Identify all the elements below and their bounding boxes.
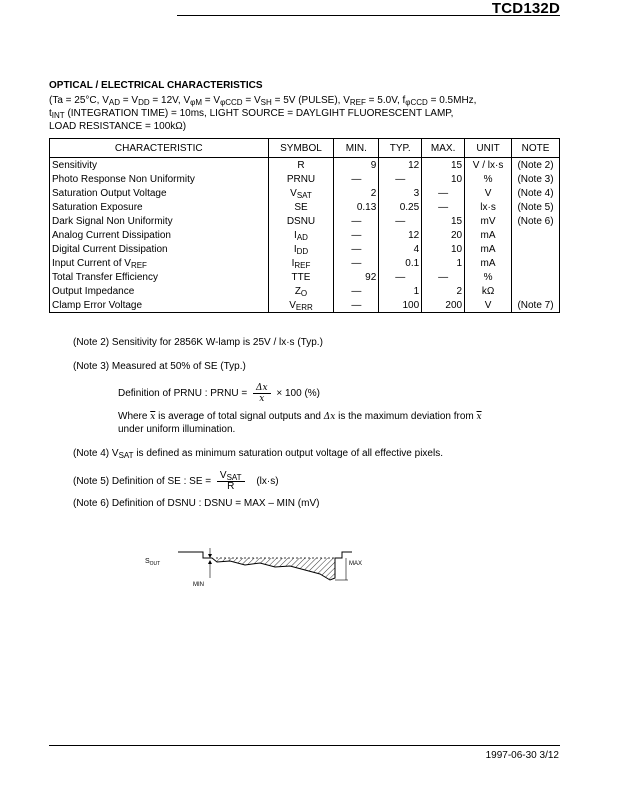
cell-max: 10 xyxy=(422,172,465,186)
cell-typ: — xyxy=(379,270,422,284)
cell-note: (Note 6) xyxy=(512,214,560,228)
prnu-definition: Definition of PRNU : PRNU = $\frac{\Delta x}{x}$ × 100 (%) xyxy=(118,383,320,404)
cell-typ: 12 xyxy=(379,158,422,173)
cell-unit: % xyxy=(465,172,512,186)
cell-characteristic: Total Transfer Efficiency xyxy=(50,270,269,284)
cell-characteristic: Clamp Error Voltage xyxy=(50,298,269,313)
cell-note xyxy=(512,270,560,284)
cell-max: 1 xyxy=(422,256,465,270)
cell-unit: V xyxy=(465,298,512,313)
cell-unit: kΩ xyxy=(465,284,512,298)
col-header-symbol: SYMBOL xyxy=(268,139,334,158)
table-row xyxy=(50,270,560,284)
col-header-max: MAX. xyxy=(422,139,465,158)
cell-max: — xyxy=(422,270,465,284)
conditions-line-1: (Ta = 25°C, $V_{AD} = V_{DD} = 12V$, $V_{\varphi M} = V_{\varphi CCD} = V_{SH} = 5V$ (PULSE), $V_{REF} = 5.0V$, $f_{\varphi CCD} = 0.5MHz$, xyxy=(49,95,477,107)
cell-unit: V xyxy=(465,186,512,200)
table-row xyxy=(50,172,560,186)
cell-characteristic: Output Impedance xyxy=(50,284,269,298)
sout-label: $S_{OUT}$ xyxy=(145,558,161,567)
cell-typ: 100 xyxy=(379,298,422,313)
cell-characteristic: Dark Signal Non Uniformity xyxy=(50,214,269,228)
note-6: (Note 6) Definition of DSNU : DSNU = MAX – MIN (mV) xyxy=(73,498,320,509)
cell-note xyxy=(512,242,560,256)
cell-min: — xyxy=(334,228,379,242)
characteristics-table xyxy=(49,138,560,313)
cell-max: 2 xyxy=(422,284,465,298)
cell-characteristic: Digital Current Dissipation xyxy=(50,242,269,256)
cell-unit: V / lx·s xyxy=(465,158,512,173)
header-rule xyxy=(177,15,560,16)
cell-note: (Note 2) xyxy=(512,158,560,173)
cell-min: — xyxy=(334,284,379,298)
cell-unit: mA xyxy=(465,228,512,242)
cell-min: 9 xyxy=(334,158,379,173)
note-5: (Note 5) Definition of SE : SE = $\frac{V_{SAT}}{R}$ (lx·s) xyxy=(73,470,279,492)
cell-max: 15 xyxy=(422,158,465,173)
cell-typ: 3 xyxy=(379,186,422,200)
cell-symbol: TTE xyxy=(268,270,334,284)
prnu-where-line-2: under uniform illumination. xyxy=(118,424,236,435)
cell-symbol: R xyxy=(268,158,334,173)
cell-unit: mV xyxy=(465,214,512,228)
cell-max: 20 xyxy=(422,228,465,242)
part-number: TCD132D xyxy=(491,0,560,17)
cell-note xyxy=(512,284,560,298)
table-row xyxy=(50,158,560,173)
min-label: MIN xyxy=(193,582,204,588)
max-label: MAX xyxy=(349,561,363,567)
cell-characteristic: Analog Current Dissipation xyxy=(50,228,269,242)
cell-unit: lx·s xyxy=(465,200,512,214)
cell-symbol: $I_{DD}$ xyxy=(268,242,334,256)
cell-min: — xyxy=(334,256,379,270)
cell-note xyxy=(512,228,560,242)
footer-date-page: 1997-06-30 3/12 xyxy=(485,750,559,761)
cell-characteristic: Saturation Output Voltage xyxy=(50,186,269,200)
min-arrowhead-down xyxy=(208,554,212,558)
cell-min: — xyxy=(334,172,379,186)
col-header-min: MIN. xyxy=(334,139,379,158)
cell-max: — xyxy=(422,200,465,214)
table-row xyxy=(50,200,560,214)
col-header-note: NOTE xyxy=(512,139,560,158)
cell-characteristic: Saturation Exposure xyxy=(50,200,269,214)
cell-note: (Note 7) xyxy=(512,298,560,313)
se-fraction: $\frac{V_{SAT}}{R}$ xyxy=(217,471,245,492)
cell-typ: 0.25 xyxy=(379,200,422,214)
cell-characteristic: Photo Response Non Uniformity xyxy=(50,172,269,186)
table-row xyxy=(50,284,560,298)
prnu-fraction: $\frac{\Delta x}{x}$ xyxy=(253,383,271,404)
table-row xyxy=(50,256,560,270)
note-3: (Note 3) Measured at 50% of SE (Typ.) xyxy=(73,361,246,372)
cell-symbol: SE xyxy=(268,200,334,214)
table-row xyxy=(50,242,560,256)
cell-unit: % xyxy=(465,270,512,284)
cell-typ: 1 xyxy=(379,284,422,298)
cell-symbol: $V_{ERR}$ xyxy=(268,298,334,313)
cell-min: 2 xyxy=(334,186,379,200)
conditions-line-2: $t_{INT}$ (INTEGRATION TIME) = 10ms, LIGHT SOURCE = DAYLGIHT FLUORESCENT LAMP, xyxy=(49,108,454,120)
cell-typ: — xyxy=(379,214,422,228)
table-row xyxy=(50,214,560,228)
cell-symbol: DSNU xyxy=(268,214,334,228)
table-row xyxy=(50,298,560,313)
cell-symbol: $Z_O$ xyxy=(268,284,334,298)
cell-symbol: $V_{SAT}$ xyxy=(268,186,334,200)
cell-note: (Note 3) xyxy=(512,172,560,186)
cell-note: (Note 4) xyxy=(512,186,560,200)
cell-min: 92 xyxy=(334,270,379,284)
min-arrowhead-up xyxy=(208,560,212,564)
prnu-where-line: Where $\overline{x}$ is average of total signal outputs and Δx is the maximum deviation from $\overline{x}$ xyxy=(118,411,482,422)
col-header-characteristic: CHARACTERISTIC xyxy=(50,139,269,158)
section-title: OPTICAL / ELECTRICAL CHARACTERISTICS xyxy=(49,80,263,91)
table-header-row xyxy=(50,139,560,158)
footer-rule xyxy=(49,745,560,746)
cell-unit: mA xyxy=(465,242,512,256)
note-4: (Note 4) $V_{SAT}$ is defined as minimum saturation output voltage of all effective pixels. xyxy=(73,448,443,460)
cell-max: — xyxy=(422,186,465,200)
note-2: (Note 2) Sensitivity for 2856K W-lamp is 25V / lx·s (Typ.) xyxy=(73,337,323,348)
cell-min: — xyxy=(334,298,379,313)
cell-min: — xyxy=(334,242,379,256)
cell-max: 200 xyxy=(422,298,465,313)
cell-note xyxy=(512,256,560,270)
hatched-area xyxy=(216,558,335,580)
cell-unit: mA xyxy=(465,256,512,270)
cell-characteristic: Input Current of $V_{REF}$ xyxy=(50,256,269,270)
cell-symbol: $I_{REF}$ xyxy=(268,256,334,270)
conditions-line-3: LOAD RESISTANCE = 100kΩ) xyxy=(49,121,187,132)
col-header-unit: UNIT xyxy=(465,139,512,158)
col-header-typ: TYP. xyxy=(379,139,422,158)
cell-min: 0.13 xyxy=(334,200,379,214)
cell-typ: 4 xyxy=(379,242,422,256)
cell-typ: 12 xyxy=(379,228,422,242)
table-row xyxy=(50,186,560,200)
cell-symbol: $I_{AD}$ xyxy=(268,228,334,242)
cell-characteristic: Sensitivity xyxy=(50,158,269,173)
cell-max: 15 xyxy=(422,214,465,228)
cell-typ: 0.1 xyxy=(379,256,422,270)
cell-typ: — xyxy=(379,172,422,186)
cell-symbol: PRNU xyxy=(268,172,334,186)
cell-min: — xyxy=(334,214,379,228)
cell-note: (Note 5) xyxy=(512,200,560,214)
table-row xyxy=(50,228,560,242)
cell-max: 10 xyxy=(422,242,465,256)
